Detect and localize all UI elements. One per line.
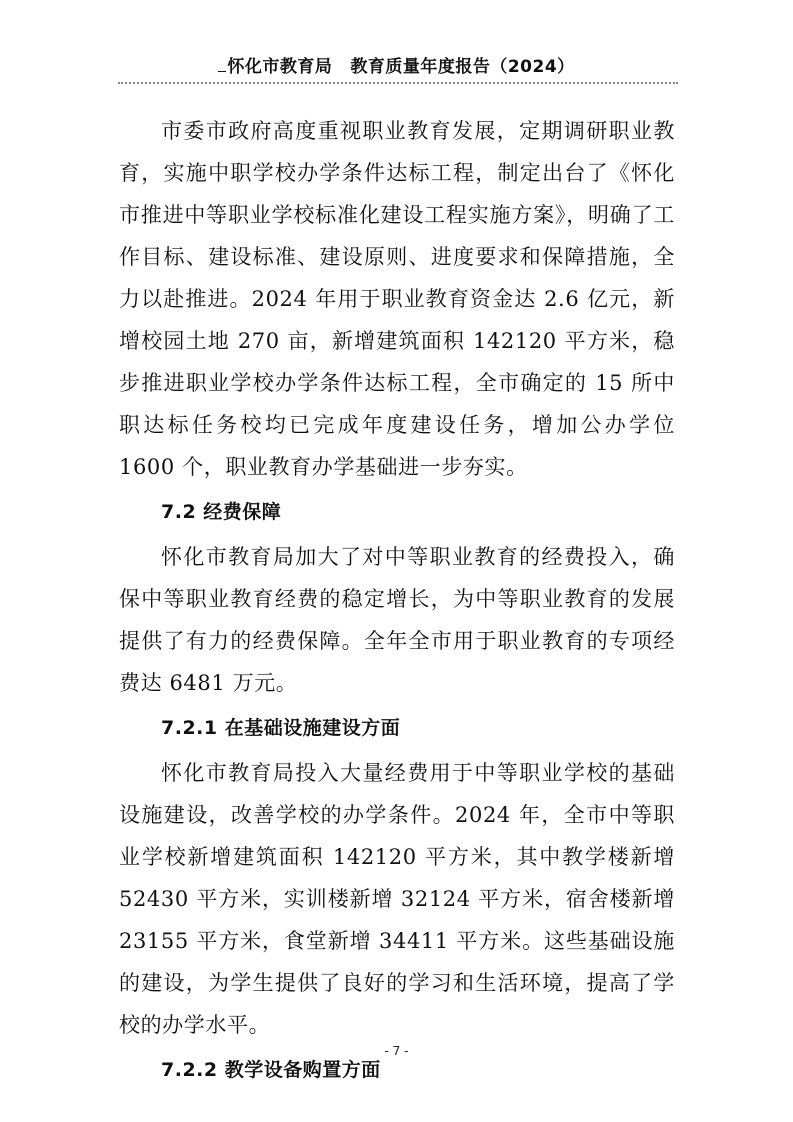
paragraph-intro: 市委市政府高度重视职业教育发展，定期调研职业教育，实施中职学校办学条件达标工程，制定出台了《怀化市推进中等职业学校标准化建设工程实施方案》，明确了工作目标、建设标准、建设原则、进度要求和保障措施，全力以赴推进。2024 年用于职业教育资金达 2.6 亿元，新增校园土地 270 亩，新增建筑面积 142120 平方米，稳步推进职业学校办学条件达标工程，全市确定的 15 所中职达标任务校均已完成年度建设任务，增加公办学位 1600 个，职业教育办学基础进一步夯实。 xyxy=(119,119,675,479)
header-title: 教育质量年度报告（2024） xyxy=(350,57,575,77)
document-body xyxy=(119,110,675,1094)
page-number: - 7 - xyxy=(384,1044,409,1058)
header-org: 怀化市教育局 xyxy=(227,57,333,77)
header-divider xyxy=(118,82,678,84)
section-heading-7-2: 7.2 经费保障 xyxy=(161,501,282,523)
paragraph-funding: 怀化市教育局加大了对中等职业教育的经费投入，确保中等职业教育经费的稳定增长，为中等职业教育的发展提供了有力的经费保障。全年全市用于职业教育的专项经费达 6481 万元。 xyxy=(119,545,675,695)
header-underline-mark xyxy=(218,71,226,72)
page-header xyxy=(0,56,793,78)
section-heading-7-2-2: 7.2.2 教学设备购置方面 xyxy=(161,1059,381,1081)
section-heading-7-2-1: 7.2.1 在基础设施建设方面 xyxy=(161,717,401,739)
paragraph-infrastructure: 怀化市教育局投入大量经费用于中等职业学校的基础设施建设，改善学校的办学条件。2024 年，全市中等职业学校新增建筑面积 142120 平方米，其中教学楼新增 52430 平方米，实训楼新增 32124 平方米，宿舍楼新增 23155 平方米，食堂新增 34411 平方米。这些基础设施的建设，为学生提供了良好的学习和生活环境，提高了学校的办学水平。 xyxy=(119,761,675,1037)
